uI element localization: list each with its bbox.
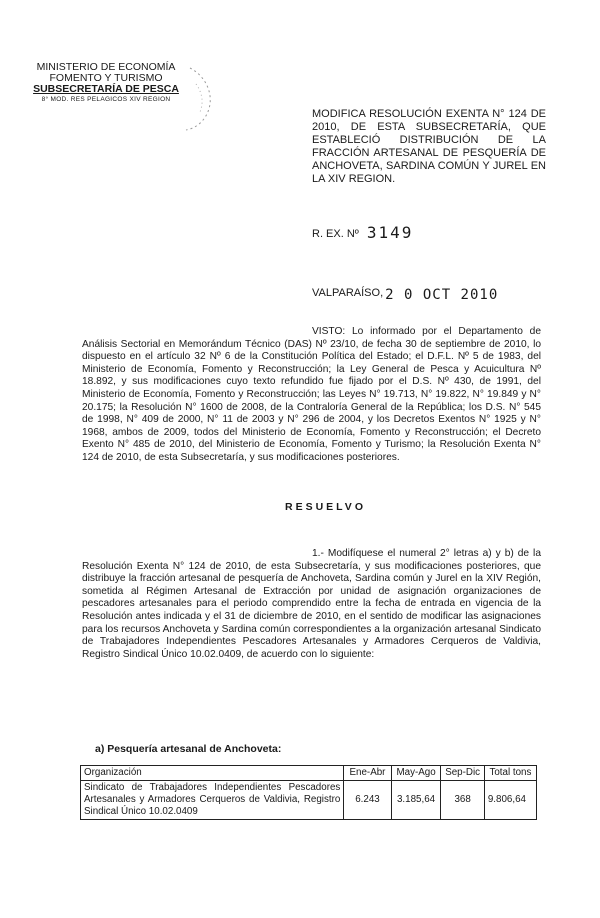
resolution-subject: MODIFICA RESOLUCIÓN EXENTA N° 124 DE 2010, DE ESTA SUBSECRETARÍA, QUE ESTABLECIÓ DISTRIBUCIÓN DE LA FRACCIÓN ARTESANAL DE PESQUERÍA DE ANCHOVETA, SARDINA COMÚN Y JUREL EN LA XIV REGION. [312,108,546,185]
resolution-number-value: 3149 [366,223,414,242]
table-cell: 368 [441,781,484,820]
subsecretariat-name: SUBSECRETARÍA DE PESCA [33,83,179,95]
resolution-number [312,222,413,241]
table-cell-organization: Sindicato de Trabajadores Independientes Pescadores Artesanales y Armadores Cerqueros de Valdivia, Registro Sindical Único 10.02.0409 [81,781,344,820]
anchoveta-distribution-table [80,765,537,820]
file-reference: 8° MOD. RES PELAGICOS XIV REGION [41,96,171,103]
ministry-name: MINISTERIO DE ECONOMÍA [36,61,176,73]
resolution-number-label: R. EX. Nº [312,228,359,240]
visto-paragraph: VISTO: Lo informado por el Departamento de Análisis Sectorial en Memorándum Técnico (DAS) Nº 23/10, de fecha 30 de septiembre de 2010, lo dispuesto en el artículo 32 Nº 6 de la Constitución Política del Estado; el D.F.L. Nº 5 de 1983, del Ministerio de Economía, Fomento y Reconstrucción; la Ley General de Pesca y Acuicultura Nº 18.892, y sus modificaciones cuyo texto refundido fue fijado por el D.S. Nº 430, de 1991, del Ministerio de Economía, Fomento y Reconstrucción; las Leyes N° 19.713, N° 19.822, N° 19.849 y N° 20.175; la Resolución N° 1600 de 2008, de la Contraloría General de la República; los D.S. N° 545 de 1998, N° 409 de 2000, N° 11 de 2003 y N° 296 de 2004, y los Decretos Exentos N° 1925 y N° 1968, ambos de 2009, todos del Ministerio de Economía, Fomento y Reconstrucción; el Decreto Exento N° 485 de 2010, del Ministerio de Economía, Fomento y Turismo; la Resolución Exenta N° 124 de 2010, de esta Subsecretaría, y sus modificaciones posteriores. [82,326,541,463]
table-header-cell: Total tons [484,766,536,781]
table-header-cell: May-Ago [391,766,441,781]
section-a-heading: a) Pesquería artesanal de Anchoveta: [95,743,282,755]
date-stamp: 2 0 OCT 2010 [385,287,499,303]
table-cell: 3.185,64 [391,781,441,820]
place-date [312,284,499,303]
table-header-cell: Ene-Abr [344,766,391,781]
resolution-item-1: 1.- Modifíquese el numeral 2° letras a) y b) de la Resolución Exenta N° 124 de 2010, de esta Subsecretaría, y sus modificaciones posteriores, que distribuye la fracción artesanal de pesquería de Anchoveta, Sardina común y Jurel en la XIV Región, sometida al Régimen Artesanal de Extracción por unidad de asignación organizaciones de pescadores artesanales para el periodo comprendido entre la fecha de entrada en vigencia de la Resolución antes indicada y el 31 de diciembre de 2010, en el sentido de modificar las asignaciones para los recursos Anchoveta y Sardina común correspondientes a la organización artesanal Sindicato de Trabajadores Independientes Pescadores Artesanales y Armadores Cerqueros de Valdivia, Registro Sindical Único 10.02.0409, de acuerdo con lo siguiente: [82,548,541,660]
table-header-row [81,766,537,781]
stamp-mark [172,64,220,134]
table-header-cell: Organización [81,766,344,781]
letterhead [26,62,186,104]
city: VALPARAÍSO, [312,287,384,299]
ministry-subname: FOMENTO Y TURISMO [49,72,163,84]
resuelvo-heading: RESUELVO [285,501,366,513]
table-row [81,781,537,820]
table-cell: 6.243 [344,781,391,820]
table-header-cell: Sep-Dic [441,766,484,781]
table-cell: 9.806,64 [484,781,536,820]
